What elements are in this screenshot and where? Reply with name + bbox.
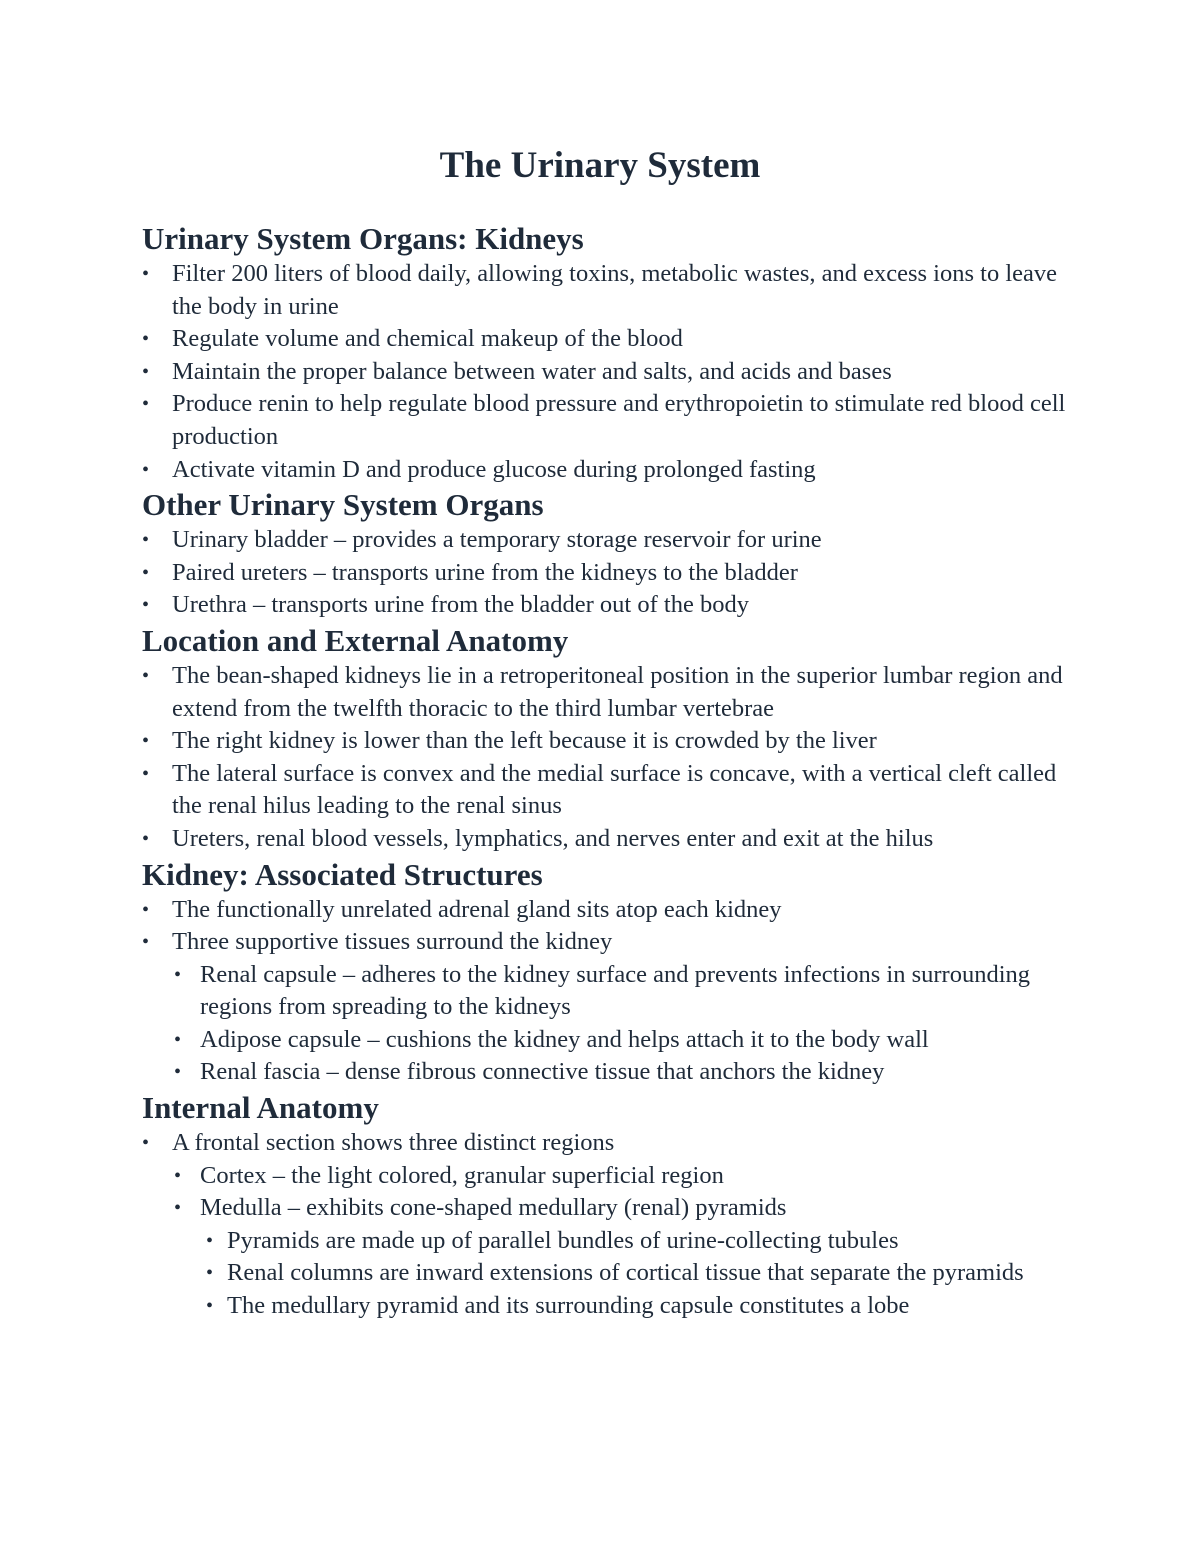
- bullet-icon: •: [142, 1132, 150, 1155]
- list-item-text: Renal capsule – adheres to the kidney surface and prevents infections in surrounding regions from spreading to the kidneys: [200, 960, 1031, 1021]
- list-subsubitem: [142, 1225, 1082, 1258]
- list-item-text: The right kidney is lower than the left because it is crowded by the liver: [172, 727, 877, 755]
- bullet-icon: •: [142, 827, 150, 850]
- list-item: [142, 589, 1082, 622]
- list-subsubitem: [142, 1290, 1082, 1323]
- section-heading: Other Urinary System Organs: [142, 487, 544, 523]
- section-internal-anatomy: [142, 1089, 1082, 1323]
- list-subitem: [142, 1056, 1082, 1089]
- bullet-icon: •: [142, 561, 150, 584]
- bullet-icon: •: [142, 263, 150, 285]
- list-subitem: [142, 1024, 1082, 1057]
- list-item: [142, 823, 1082, 856]
- list-item-text: The bean-shaped kidneys lie in a retroperitoneal position in the superior lumbar region and extend from the twelfth thoracic to the third lumbar vertebrae: [172, 661, 1063, 722]
- bullet-list: [142, 524, 1082, 622]
- bullet-list: [142, 1127, 1082, 1323]
- list-item: [142, 660, 1082, 725]
- bullet-icon: •: [174, 1197, 182, 1220]
- list-item-text: Renal columns are inward extensions of cortical tissue that separate the pyramids: [227, 1259, 1024, 1287]
- bullet-icon: •: [206, 1262, 214, 1285]
- list-item-text: Cortex – the light colored, granular superficial region: [200, 1161, 724, 1189]
- bullet-icon: •: [142, 594, 150, 617]
- list-item-text: Ureters, renal blood vessels, lymphatics, and nerves enter and exit at the hilus: [172, 824, 934, 852]
- document-body: [142, 220, 1082, 1323]
- bullet-list: [142, 660, 1082, 856]
- list-item-text: Pyramids are made up of parallel bundles of urine-collecting tubules: [227, 1226, 899, 1254]
- list-item-text: Paired ureters – transports urine from the kidneys to the bladder: [172, 558, 798, 586]
- list-item-text: A frontal section shows three distinct regions: [172, 1129, 615, 1157]
- list-item-text: Urethra – transports urine from the bladder out of the body: [172, 591, 749, 619]
- list-item-text: Medulla – exhibits cone-shaped medullary (renal) pyramids: [200, 1194, 787, 1222]
- list-item: [142, 323, 1082, 356]
- section-associated-structures: [142, 856, 1082, 1090]
- bullet-icon: •: [142, 360, 150, 383]
- bullet-icon: •: [142, 529, 150, 552]
- document-title: The Urinary System: [439, 145, 761, 186]
- section-other-organs: [142, 486, 1082, 622]
- list-subitem: [142, 1160, 1082, 1193]
- bullet-icon: •: [174, 1028, 182, 1051]
- list-item: [142, 758, 1082, 823]
- bullet-icon: •: [206, 1295, 214, 1318]
- list-item-text: Urinary bladder – provides a temporary storage reservoir for urine: [172, 526, 822, 554]
- bullet-list: [142, 258, 1082, 486]
- list-item-text: Renal fascia – dense fibrous connective tissue that anchors the kidney: [200, 1058, 885, 1086]
- list-item: [142, 356, 1082, 389]
- list-item: [142, 388, 1082, 453]
- bullet-icon: •: [142, 664, 150, 687]
- section-heading: Urinary System Organs: Kidneys: [142, 221, 584, 256]
- bullet-list: [142, 894, 1082, 1090]
- list-item-text: Activate vitamin D and produce glucose during prolonged fasting: [172, 455, 816, 483]
- list-item-text: The medullary pyramid and its surrounding capsule constitutes a lobe: [227, 1292, 910, 1320]
- list-item: [142, 894, 1082, 927]
- section-heading: Kidney: Associated Structures: [142, 856, 543, 892]
- list-item-text: The lateral surface is convex and the medial surface is concave, with a vertical cleft called the renal hilus leading to the renal sinus: [172, 759, 1057, 820]
- section-heading: Location and External Anatomy: [142, 622, 569, 658]
- bullet-icon: •: [174, 1061, 182, 1084]
- section-heading: Internal Anatomy: [142, 1090, 379, 1126]
- bullet-icon: •: [142, 931, 150, 954]
- list-item-text: Adipose capsule – cushions the kidney and helps attach it to the body wall: [200, 1025, 929, 1053]
- list-item: [142, 725, 1082, 758]
- list-item: [142, 557, 1082, 590]
- list-item: [142, 926, 1082, 959]
- section-location-anatomy: [142, 622, 1082, 856]
- bullet-icon: •: [142, 328, 150, 351]
- list-item-text: Three supportive tissues surround the kidney: [172, 928, 613, 956]
- list-item-text: Maintain the proper balance between water and salts, and acids and bases: [172, 357, 892, 385]
- list-subitem: [142, 959, 1082, 1024]
- section-kidneys: [142, 220, 1082, 486]
- bullet-icon: •: [142, 730, 150, 753]
- list-subitem: [142, 1192, 1082, 1225]
- list-item: [142, 454, 1082, 487]
- bullet-icon: •: [142, 458, 150, 481]
- list-item-text: Regulate volume and chemical makeup of the blood: [172, 325, 683, 353]
- bullet-icon: •: [206, 1229, 214, 1252]
- bullet-icon: •: [174, 963, 182, 986]
- list-item: [142, 1127, 1082, 1160]
- bullet-icon: •: [174, 1164, 182, 1187]
- bullet-icon: •: [142, 898, 150, 921]
- list-subsubitem: [142, 1257, 1082, 1290]
- bullet-icon: •: [142, 762, 150, 785]
- list-item-text: Produce renin to help regulate blood pressure and erythropoietin to stimulate red blood cell production: [172, 390, 1066, 450]
- list-item: [142, 258, 1082, 323]
- bullet-icon: •: [142, 393, 150, 416]
- list-item-text: The functionally unrelated adrenal gland sits atop each kidney: [172, 895, 782, 923]
- list-item: [142, 524, 1082, 557]
- list-item-text: Filter 200 liters of blood daily, allowing toxins, metabolic wastes, and excess ions to leave the body in urine: [172, 260, 1058, 320]
